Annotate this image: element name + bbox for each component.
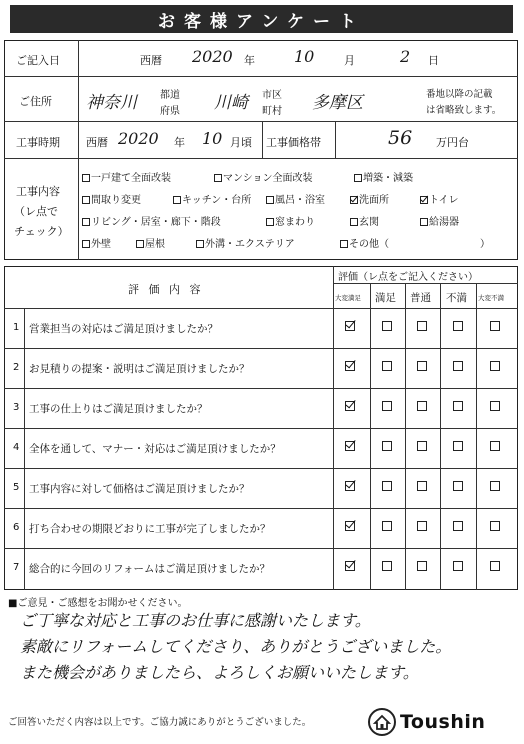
- eval-col-divider: [440, 283, 441, 590]
- row-divider: [4, 158, 518, 159]
- comment-line[interactable]: ご丁寧な対応と工事のお仕事に感謝いたします。: [20, 611, 371, 630]
- work-label-2: （レ点で: [14, 205, 58, 218]
- checkbox[interactable]: [266, 218, 274, 226]
- rating-checkbox-neutral[interactable]: [417, 441, 427, 451]
- row-divider: [4, 76, 518, 77]
- rating-checkbox-dissatisfied[interactable]: [453, 441, 463, 451]
- checkbox-checked[interactable]: [420, 196, 428, 204]
- comment-line[interactable]: 素敵にリフォームしてくださり、ありがとうございました。: [20, 637, 452, 656]
- address-prefecture[interactable]: 神奈川: [86, 93, 137, 113]
- eval-col-divider: [476, 283, 477, 590]
- rating-checkbox-neutral[interactable]: [417, 481, 427, 491]
- period-year[interactable]: 2020: [118, 129, 159, 148]
- period-label: 工事時期: [16, 136, 60, 149]
- question-text: 総合的に今回のリフォームはご満足頂けましたか？: [29, 563, 270, 575]
- checkbox[interactable]: [350, 218, 358, 226]
- work-option[interactable]: 外溝・エクステリア: [196, 235, 295, 250]
- entry-date-day[interactable]: 2: [400, 47, 411, 66]
- address-todo: 都道: [160, 90, 180, 101]
- checkbox[interactable]: [340, 240, 348, 248]
- price-value[interactable]: 56: [388, 127, 413, 149]
- period-era: 西暦: [86, 136, 108, 149]
- row-divider: [4, 121, 518, 122]
- rating-checkbox-satisfied[interactable]: [382, 521, 392, 531]
- rating-checkbox-dissatisfied[interactable]: [453, 561, 463, 571]
- rating-checkbox-dissatisfied[interactable]: [453, 481, 463, 491]
- checkbox[interactable]: [82, 240, 90, 248]
- entry-date-era: 西暦: [140, 54, 162, 67]
- address-city[interactable]: 川崎: [214, 93, 248, 113]
- rating-checkbox-satisfied[interactable]: [382, 561, 392, 571]
- eval-col-header-satisfied: 満足: [375, 292, 396, 304]
- comments-heading: ■ご意見・ご感想をお聞かせください。: [8, 598, 188, 609]
- eval-col-header-dissatisfied: 不満: [446, 292, 467, 304]
- rating-checkbox-very-dissatisfied[interactable]: [490, 441, 500, 451]
- rating-checkbox-satisfied[interactable]: [382, 321, 392, 331]
- eval-col-header-neutral: 普通: [410, 292, 431, 304]
- address-shiku: 市区: [262, 90, 282, 101]
- rating-checkbox-neutral[interactable]: [417, 401, 427, 411]
- address-ward[interactable]: 多摩区: [312, 93, 363, 113]
- rating-checkbox-very-dissatisfied[interactable]: [490, 481, 500, 491]
- eval-col-header-very-satisfied: 大変満足: [335, 294, 361, 302]
- checkbox[interactable]: [82, 174, 90, 182]
- price-unit: 万円台: [436, 136, 469, 149]
- work-option[interactable]: 一戸建て全面改装: [82, 169, 171, 184]
- work-option[interactable]: マンション全面改装: [214, 169, 313, 184]
- checkbox[interactable]: [354, 174, 362, 182]
- checkbox[interactable]: [196, 240, 204, 248]
- entry-date-year[interactable]: 2020: [192, 47, 233, 66]
- eval-row-divider: [4, 468, 518, 469]
- rating-checkbox-dissatisfied[interactable]: [453, 401, 463, 411]
- rating-checkbox-dissatisfied[interactable]: [453, 521, 463, 531]
- work-option[interactable]: トイレ: [420, 191, 459, 206]
- entry-date-day-unit: 日: [428, 54, 439, 67]
- checkbox[interactable]: [82, 196, 90, 204]
- work-option[interactable]: 給湯器: [420, 213, 459, 228]
- question-text: 打ち合わせの期限どおりに工事が完了しましたか？: [29, 523, 271, 535]
- price-label: 工事価格帯: [266, 136, 321, 149]
- entry-date-label: ご記入日: [16, 54, 60, 67]
- rating-checkbox-very-satisfied[interactable]: [345, 521, 355, 531]
- checkbox-checked[interactable]: [350, 196, 358, 204]
- eval-col-divider: [405, 283, 406, 590]
- rating-checkbox-very-satisfied[interactable]: [345, 401, 355, 411]
- period-year-unit: 年: [174, 136, 185, 149]
- rating-checkbox-satisfied[interactable]: [382, 361, 392, 371]
- eval-col-divider: [370, 283, 371, 590]
- address-fuken: 府県: [160, 106, 180, 117]
- entry-date-month-unit: 月: [344, 54, 355, 67]
- question-text: 工事の仕上りはご満足頂けましたか？: [29, 403, 208, 415]
- work-option[interactable]: 風呂・浴室: [266, 191, 325, 206]
- comment-line[interactable]: また機会がありましたら、よろしくお願いいたします。: [20, 663, 419, 682]
- address-note-2: は省略致します。: [426, 105, 502, 116]
- address-note-1: 番地以降の記載: [426, 89, 493, 100]
- rating-checkbox-very-satisfied[interactable]: [345, 481, 355, 491]
- eval-header-left: 評 価 内 容: [128, 283, 204, 296]
- rating-checkbox-very-satisfied[interactable]: [345, 361, 355, 371]
- rating-checkbox-very-dissatisfied[interactable]: [490, 361, 500, 371]
- period-divider: [262, 121, 263, 158]
- work-option[interactable]: 窓まわり: [266, 213, 315, 228]
- eval-row-divider: [4, 508, 518, 509]
- checkbox[interactable]: [82, 218, 90, 226]
- eval-col-header-very-dissatisfied: 大変不満: [478, 294, 504, 302]
- rating-checkbox-satisfied[interactable]: [382, 481, 392, 491]
- rating-checkbox-very-satisfied[interactable]: [345, 561, 355, 571]
- entry-date-year-unit: 年: [244, 54, 255, 67]
- question-text: 工事内容に対して価格はご満足頂けましたか？: [29, 483, 250, 495]
- question-number: 5: [13, 482, 20, 493]
- eval-row-divider: [4, 548, 518, 549]
- house-logo-icon: [368, 708, 396, 736]
- question-number: 1: [13, 322, 20, 333]
- question-number: 3: [13, 402, 20, 413]
- work-option[interactable]: 洗面所: [350, 191, 389, 206]
- survey-title: お客様アンケート: [10, 5, 513, 33]
- footer-note: ご回答いただく内容は以上です。ご協力誠にありがとうございました。: [8, 717, 312, 728]
- price-divider: [335, 121, 336, 158]
- rating-checkbox-dissatisfied[interactable]: [453, 321, 463, 331]
- work-other-close: ）: [480, 239, 490, 250]
- rating-checkbox-very-dissatisfied[interactable]: [490, 321, 500, 331]
- work-option[interactable]: 外壁: [82, 235, 111, 250]
- eval-row-divider: [4, 388, 518, 389]
- work-option[interactable]: リビング・居室・廊下・階段: [82, 213, 221, 228]
- rating-checkbox-neutral[interactable]: [417, 361, 427, 371]
- rating-checkbox-very-satisfied[interactable]: [345, 441, 355, 451]
- entry-date-month[interactable]: 10: [294, 47, 315, 66]
- rating-checkbox-neutral[interactable]: [417, 561, 427, 571]
- work-option[interactable]: キッチン・台所: [173, 191, 251, 206]
- checkbox[interactable]: [136, 240, 144, 248]
- work-option[interactable]: 間取り変更: [82, 191, 141, 206]
- checkbox[interactable]: [420, 218, 428, 226]
- checkbox[interactable]: [266, 196, 274, 204]
- address-chouson: 町村: [262, 106, 282, 117]
- eval-rating-subheader-divider: [333, 283, 518, 284]
- info-form-label-divider: [78, 40, 79, 260]
- rating-checkbox-very-dissatisfied[interactable]: [490, 521, 500, 531]
- question-text: お見積りの提案・説明はご満足頂けましたか？: [29, 363, 250, 375]
- question-text: 全体を通して、マナー・対応はご満足頂けましたか？: [29, 443, 281, 455]
- eval-row-divider: [4, 428, 518, 429]
- work-label-3: チェック）: [14, 225, 69, 238]
- rating-checkbox-very-dissatisfied[interactable]: [490, 401, 500, 411]
- rating-checkbox-very-dissatisfied[interactable]: [490, 561, 500, 571]
- rating-checkbox-dissatisfied[interactable]: [453, 361, 463, 371]
- work-option[interactable]: その他（: [340, 235, 389, 250]
- rating-checkbox-neutral[interactable]: [417, 521, 427, 531]
- address-label: ご住所: [19, 95, 52, 108]
- rating-checkbox-satisfied[interactable]: [382, 441, 392, 451]
- work-label-1: 工事内容: [16, 185, 60, 198]
- checkbox[interactable]: [214, 174, 222, 182]
- question-number: 4: [13, 442, 20, 453]
- question-number: 6: [13, 522, 20, 533]
- work-option[interactable]: 増築・減築: [354, 169, 413, 184]
- brand-logo: [368, 708, 485, 736]
- period-month[interactable]: 10: [202, 129, 223, 148]
- checkbox[interactable]: [173, 196, 181, 204]
- work-option[interactable]: 屋根: [136, 235, 165, 250]
- period-month-unit: 月頃: [230, 136, 252, 149]
- work-option[interactable]: 玄関: [350, 213, 379, 228]
- rating-checkbox-satisfied[interactable]: [382, 401, 392, 411]
- eval-header-right: 評価（レ点をご記入ください）: [338, 272, 478, 283]
- question-number: 2: [13, 362, 20, 373]
- eval-row-divider: [4, 348, 518, 349]
- question-number: 7: [13, 562, 20, 573]
- brand-name: Toushin: [400, 711, 486, 733]
- rating-checkbox-neutral[interactable]: [417, 321, 427, 331]
- question-text: 営業担当の対応はご満足頂けましたか？: [29, 323, 218, 335]
- rating-checkbox-very-satisfied[interactable]: [345, 321, 355, 331]
